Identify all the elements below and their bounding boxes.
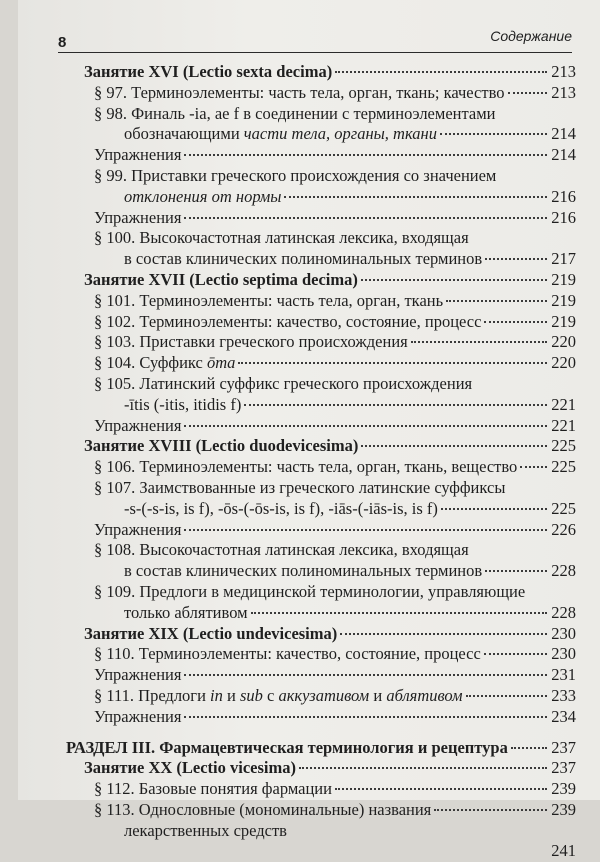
toc-exercises[interactable]	[66, 707, 576, 728]
toc-section-100[interactable]	[66, 228, 576, 270]
toc-section-109[interactable]	[66, 582, 576, 624]
dot-leader	[411, 341, 547, 343]
toc-entry-title: § 110. Терминоэлементы: качество, состояние, процесс	[94, 644, 481, 664]
dot-leader	[184, 154, 547, 156]
toc-entry-title-line1: § 108. Высокочастотная латинская лексика, входящая	[94, 540, 469, 560]
toc-page-number: 239	[551, 799, 576, 819]
toc-page-number: 239	[551, 779, 576, 799]
toc-section-102[interactable]	[66, 312, 576, 333]
toc-page-number: 225	[551, 457, 576, 477]
dot-leader	[299, 767, 547, 769]
dot-leader	[484, 321, 547, 323]
toc-exercises[interactable]	[66, 416, 576, 437]
dot-leader	[284, 196, 547, 198]
toc-page-number: 231	[551, 665, 576, 685]
dot-leader	[446, 300, 547, 302]
toc-section-108[interactable]	[66, 540, 576, 582]
toc-entry-title-line2: в состав клинических полиноминальных терминов	[124, 249, 483, 269]
dot-leader	[434, 809, 547, 811]
toc-section-110[interactable]	[66, 644, 576, 665]
running-head	[58, 24, 572, 53]
toc-lesson-16[interactable]	[66, 62, 576, 83]
toc-exercises[interactable]	[66, 520, 576, 541]
dot-leader	[485, 570, 547, 572]
toc-page-number: 219	[551, 290, 576, 310]
toc-entry-title: § 111. Предлоги in и sub с аккузативом и аблятивом	[94, 685, 463, 705]
toc-entry-title: Упражнения	[94, 207, 182, 227]
toc-entry-title-line1: § 100. Высокочастотная латинская лексика, входящая	[94, 228, 469, 248]
toc-entry-title-line1: § 109. Предлоги в медицинской терминологии, управляющие	[94, 581, 526, 601]
toc-entry-title-line2: только аблятивом	[124, 602, 248, 622]
toc-entry-title-line1: § 105. Латинский суффикс греческого происхождения	[94, 373, 473, 393]
toc-entry-title-line1: § 98. Финаль -ia, ae f в соединении с терминоэлементами	[94, 103, 496, 123]
toc-page-number: 230	[551, 644, 576, 664]
toc-page-number: 213	[551, 82, 576, 102]
toc-entry-title: Занятие XVII (Lectio septima decima)	[84, 269, 358, 289]
dot-leader	[520, 466, 547, 468]
toc-page-number: 228	[551, 602, 576, 622]
toc-page-number: 216	[551, 186, 576, 206]
dot-leader	[361, 279, 547, 281]
toc-page-number: 217	[551, 249, 576, 269]
toc-page-number: 230	[551, 623, 576, 643]
toc-section-97[interactable]	[66, 83, 576, 104]
dot-leader	[508, 92, 547, 94]
dot-leader	[184, 716, 547, 718]
toc-entry-title: § 97. Терминоэлементы: часть тела, орган, ткань; качество	[94, 82, 505, 102]
toc-section-98[interactable]	[66, 104, 576, 146]
toc-page-number: 225	[551, 498, 576, 518]
toc-entry-title: Занятие XIX (Lectio undevicesima)	[84, 623, 338, 643]
dot-leader	[484, 653, 547, 655]
dot-leader	[184, 529, 547, 531]
toc-lesson-17[interactable]	[66, 270, 576, 291]
toc-entry-title: § 101. Терминоэлементы: часть тела, орган, ткань	[94, 290, 444, 310]
toc-section-112[interactable]	[66, 779, 576, 800]
toc-entry-title: § 106. Терминоэлементы: часть тела, орган, ткань, вещество	[94, 457, 518, 477]
toc-page-number: 228	[551, 561, 576, 581]
toc-entry-title-line1: § 107. Заимствованные из греческого латинские суффиксы	[94, 477, 506, 497]
toc-entry-title: § 102. Терминоэлементы: качество, состояние, процесс	[94, 311, 482, 331]
toc-section-103[interactable]	[66, 332, 576, 353]
toc-page-number: 220	[551, 332, 576, 352]
toc-page-number: 214	[551, 145, 576, 165]
book-page	[18, 0, 600, 861]
toc-entry-title-line1: § 99. Приставки греческого происхождения со значением	[94, 165, 497, 185]
dot-leader	[184, 425, 547, 427]
page-number: 8	[58, 34, 67, 51]
toc-exercises[interactable]	[66, 145, 576, 166]
toc-exercises[interactable]	[66, 208, 576, 229]
section-title: Содержание	[490, 28, 572, 44]
toc-page-number: 221	[551, 394, 576, 414]
dot-leader	[440, 133, 547, 135]
toc-page-number: 220	[551, 353, 576, 373]
toc-page-number: 216	[551, 207, 576, 227]
toc-page-number: 233	[551, 685, 576, 705]
toc-page-number: 221	[551, 415, 576, 435]
dot-leader	[238, 362, 547, 364]
toc-entry-title-line2: отклонения от нормы	[124, 186, 282, 206]
toc-page-number: 237	[551, 758, 576, 778]
toc-page-number: 226	[551, 519, 576, 539]
toc-entry-title: § 103. Приставки греческого происхождения	[94, 332, 408, 352]
dot-leader	[466, 695, 547, 697]
toc-exercises[interactable]	[66, 665, 576, 686]
toc-entry-title: Занятие XVI (Lectio sexta decima)	[84, 62, 333, 81]
toc-continuation	[66, 841, 576, 862]
toc-entry-title: РАЗДЕЛ III. Фармацевтическая терминология и рецептура	[66, 737, 508, 757]
toc-section-107[interactable]	[66, 478, 576, 520]
dot-leader	[340, 633, 547, 635]
toc-entry-title: § 104. Суффикс ōma	[94, 353, 236, 373]
toc-entry-title-line2: в состав клинических полиноминальных терминов	[124, 561, 483, 581]
toc-section-104[interactable]	[66, 353, 576, 374]
toc-section-111[interactable]	[66, 686, 576, 707]
dot-leader	[184, 674, 547, 676]
toc-entry-title: Занятие XVIII (Lectio duodevicesima)	[84, 436, 359, 456]
toc-page-number: 219	[551, 311, 576, 331]
toc-section-101[interactable]	[66, 291, 576, 312]
toc-section-99[interactable]	[66, 166, 576, 208]
toc-lesson-19[interactable]	[66, 624, 576, 645]
toc-entry-title-line2: -ītis (-itis, itidis f)	[124, 394, 242, 414]
toc-entry-title: § 112. Базовые понятия фармации	[94, 779, 332, 799]
dot-leader	[244, 404, 547, 406]
toc-lesson-20[interactable]	[66, 758, 576, 779]
toc-page-number: 214	[551, 124, 576, 144]
toc-entry-title: Упражнения	[94, 665, 182, 685]
dot-leader	[485, 258, 547, 260]
toc-part-3[interactable]	[66, 738, 576, 759]
toc-section-113[interactable]	[66, 800, 576, 842]
toc-entry-title: Занятие XX (Lectio vicesima)	[84, 758, 296, 778]
toc-page-number: 219	[551, 269, 576, 289]
toc-lesson-18[interactable]	[66, 436, 576, 457]
toc-entry-title-line2: -s-(-s-is, is f), -ōs-(-ōs-is, is f), -iās-(-iās-is, is f)	[124, 498, 438, 518]
dot-leader	[441, 508, 547, 510]
toc-entry-title-line1: § 113. Однословные (мономинальные) названия	[94, 799, 432, 819]
toc-page-number: 213	[551, 62, 576, 81]
toc-page-number: 237	[551, 737, 576, 757]
dot-leader	[361, 445, 547, 447]
toc-section-106[interactable]	[66, 457, 576, 478]
toc-entry-title-line2: обозначающими части тела, органы, ткани	[124, 124, 437, 144]
dot-leader	[511, 747, 547, 749]
toc-entry-title: Упражнения	[94, 519, 182, 539]
dot-leader	[251, 612, 547, 614]
dot-leader	[335, 788, 547, 790]
table-of-contents	[66, 62, 576, 862]
toc-entry-title: Упражнения	[94, 145, 182, 165]
toc-section-105[interactable]	[66, 374, 576, 416]
dot-leader	[335, 71, 547, 73]
toc-page-number: 241	[551, 841, 576, 861]
toc-page-number: 234	[551, 706, 576, 726]
toc-entry-title: Упражнения	[94, 706, 182, 726]
toc-entry-title-line2: лекарственных средств	[124, 820, 287, 840]
toc-entry-title: Упражнения	[94, 415, 182, 435]
dot-leader	[184, 217, 547, 219]
toc-page-number: 225	[551, 436, 576, 456]
